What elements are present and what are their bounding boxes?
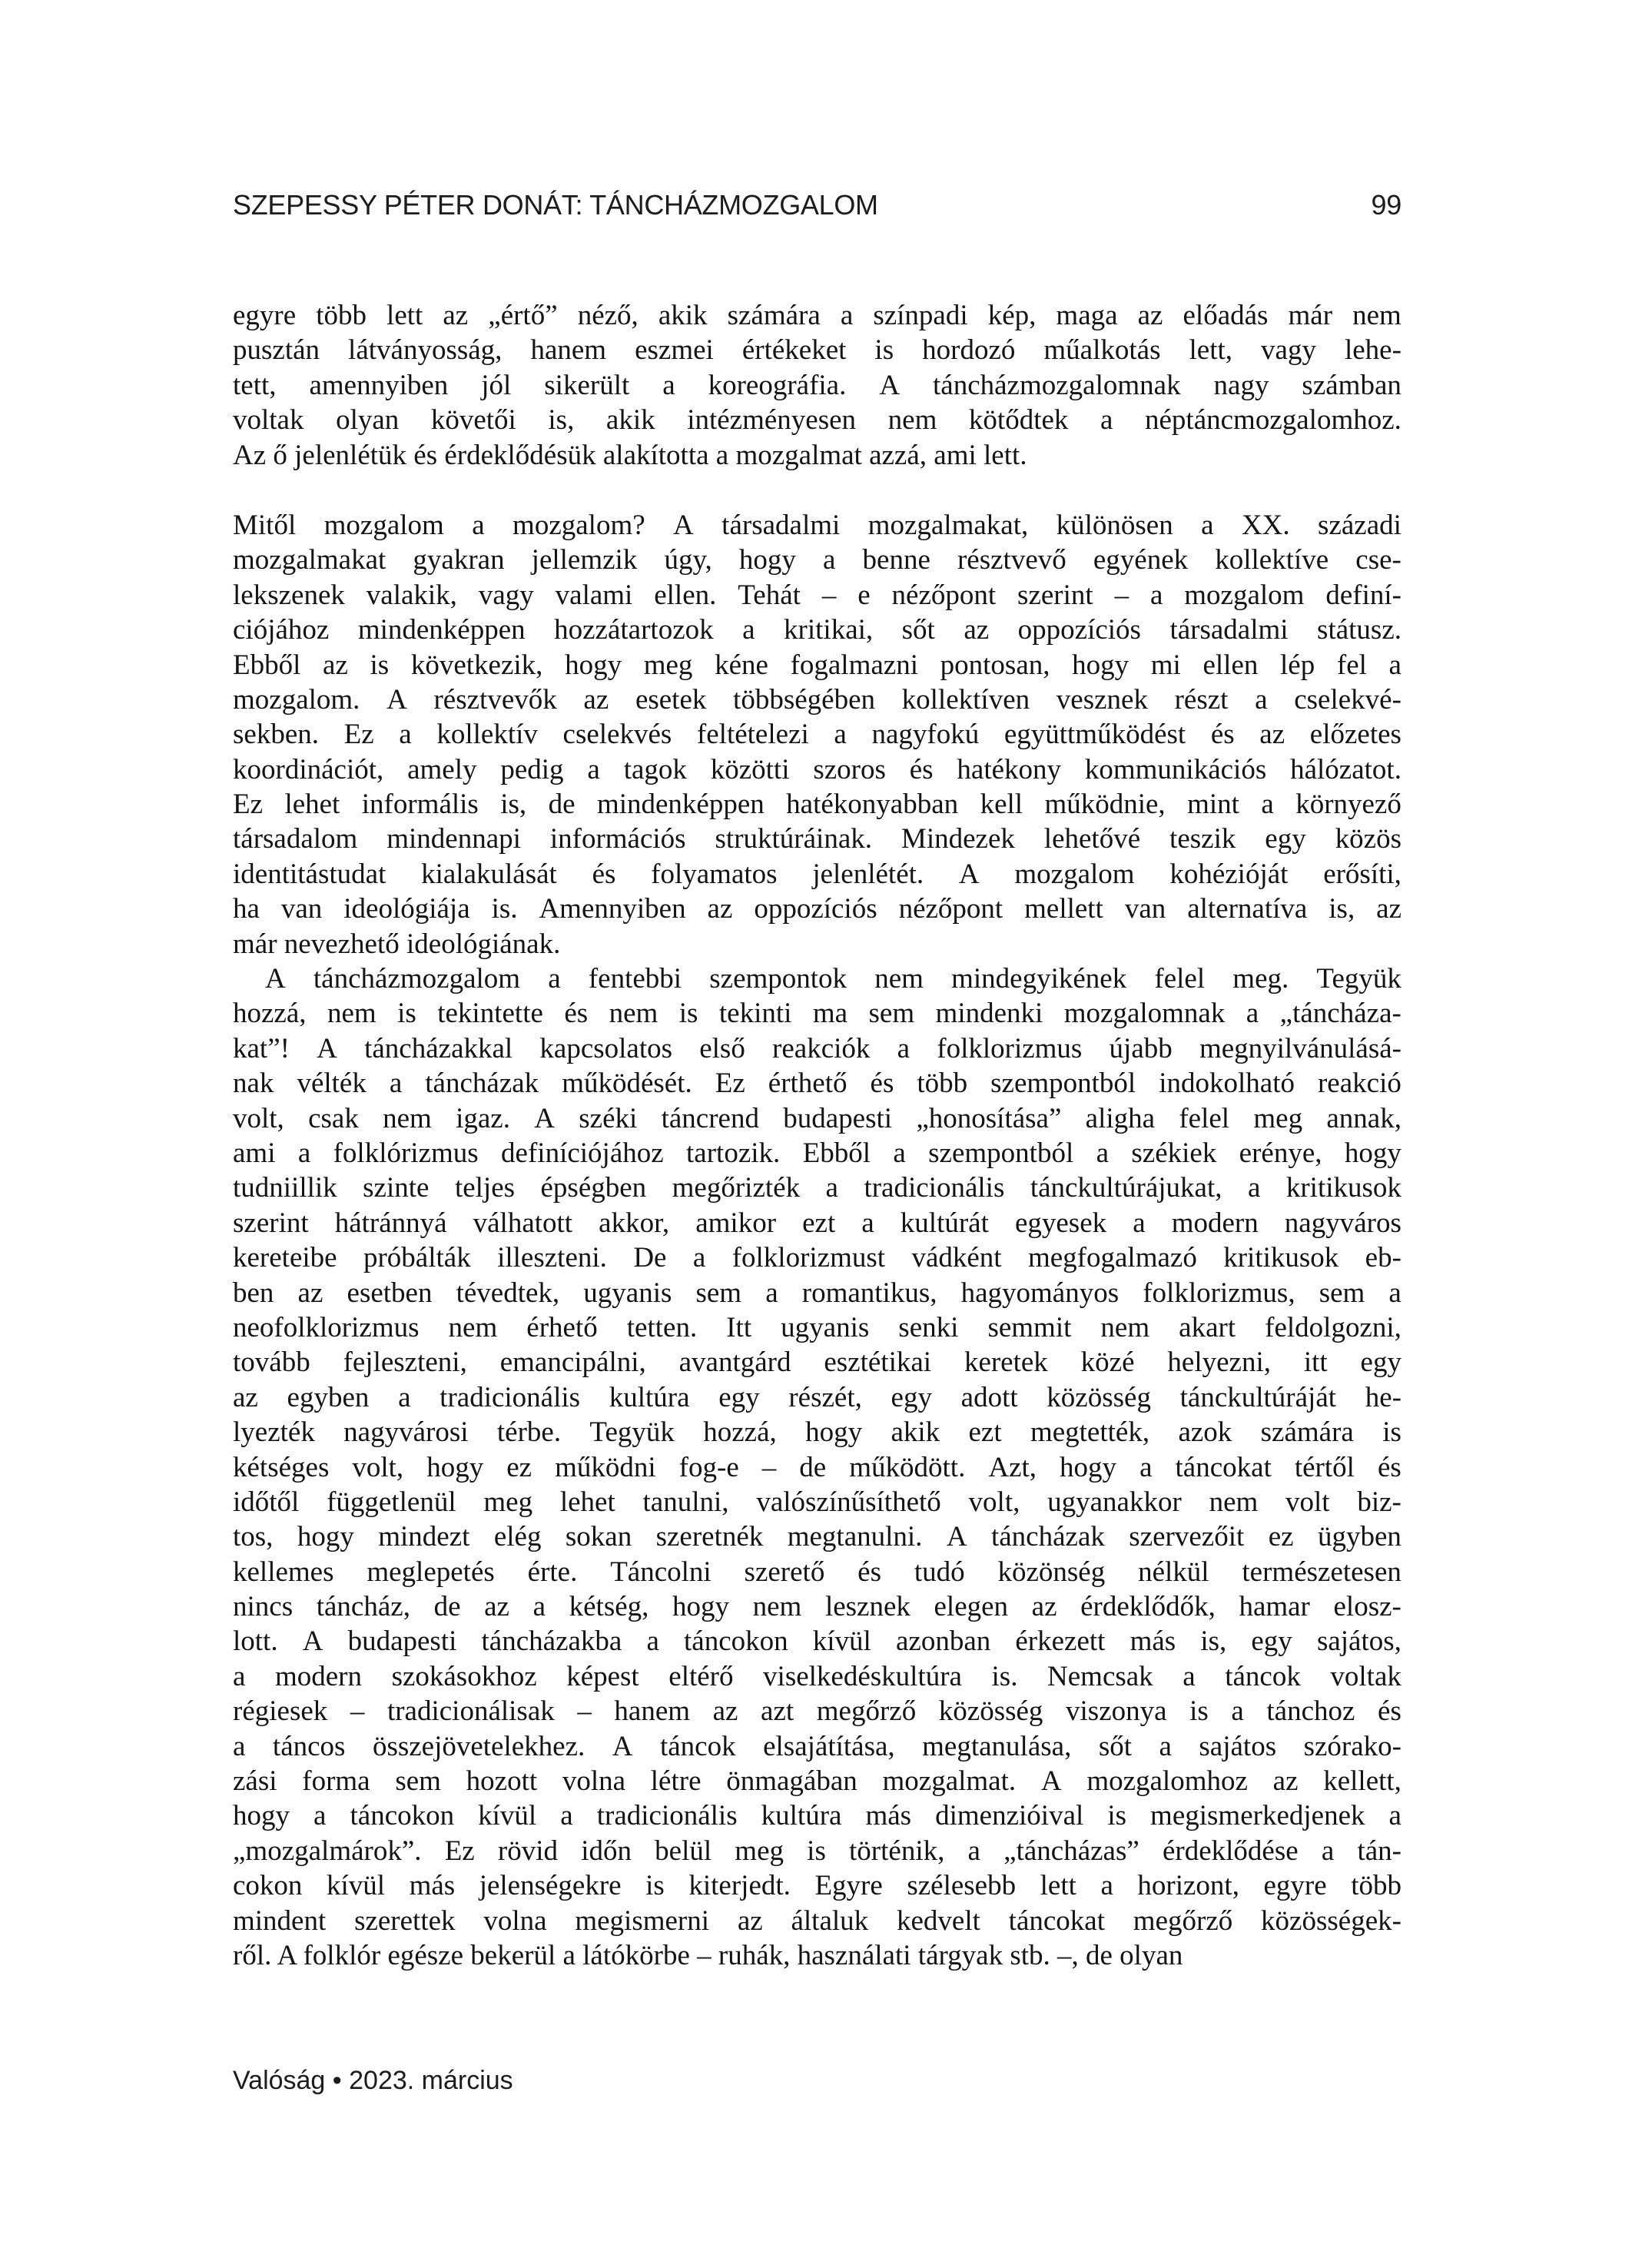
text-line: a modern szokásokhoz képest eltérő viselkedéskultúra is. Nemcsak a táncok voltak	[233, 1660, 1401, 1692]
text-line: régiesek – tradicionálisak – hanem az azt megőrző közösség viszonya is a tánchoz és	[233, 1695, 1401, 1728]
text-line: Mitől mozgalom a mozgalom? A társadalmi mozgalmakat, különösen a XX. századi	[233, 509, 1401, 541]
text-line: mindent szerettek volna megismerni az általuk kedvelt táncokat megőrző közösségek-	[233, 1904, 1401, 1937]
text-line: kat”! A táncházakkal kapcsolatos első reakciók a folklorizmus újabb megnyilvánulásá-	[233, 1032, 1401, 1064]
paragraph	[233, 298, 1401, 473]
text-line: kereteibe próbálták illeszteni. De a folklorizmust vádként megfogalmazó kritikusok eb-	[233, 1242, 1401, 1274]
text-line: hogy a táncokon kívül a tradicionális kultúra más dimenzióival is megismerkedjenek a	[233, 1800, 1401, 1832]
text-line: zási forma sem hozott volna létre önmagában mozgalmat. A mozgalomhoz az kellett,	[233, 1765, 1401, 1798]
paragraph	[233, 961, 1401, 1973]
text-line: tett, amennyiben jól sikerült a koreográfia. A táncházmozgalomnak nagy számban	[233, 369, 1401, 401]
text-line: szerint hátránnyá válhatott akkor, amikor ezt a kultúrát egyesek a modern nagyváros	[233, 1207, 1401, 1239]
text-line: az egyben a tradicionális kultúra egy részét, egy adott közösség tánckultúráját he-	[233, 1381, 1401, 1413]
body-text	[233, 298, 1401, 1973]
text-line: tudniillik szinte teljes épségben megőrizték a tradicionális tánckultúrájukat, a kritikusok	[233, 1172, 1401, 1204]
text-line: volt, csak nem igaz. A széki táncrend budapesti „honosítása” aligha felel meg annak,	[233, 1102, 1401, 1134]
text-line: neofolklorizmus nem érhető tetten. Itt ugyanis senki semmit nem akart feldolgozni,	[233, 1311, 1401, 1343]
text-line: időtől függetlenül meg lehet tanulni, valószínűsíthető volt, ugyanakkor nem volt biz-	[233, 1486, 1401, 1518]
footer-text: Valóság • 2023. március	[233, 2066, 513, 2095]
text-line: Az ő jelenlétük és érdeklődésük alakította a mozgalmat azzá, ami lett.	[233, 439, 1027, 471]
text-line: Ez lehet informális is, de mindenképpen hatékonyabban kell működnie, mint a környező	[233, 789, 1401, 821]
text-line: kétséges volt, hogy ez működni fog-e – de működött. Azt, hogy a táncokat tértől és	[233, 1451, 1401, 1483]
text-line: társadalom mindennapi információs struktúráinak. Mindezek lehetővé teszik egy közös	[233, 823, 1401, 855]
text-line: cokon kívül más jelenségekre is kiterjedt. Egyre szélesebb lett a horizont, egyre több	[233, 1870, 1401, 1902]
text-line: pusztán látványosság, hanem eszmei értékeket is hordozó műalkotás lett, vagy lehe-	[233, 334, 1401, 367]
text-line: ha van ideológiája is. Amennyiben az oppozíciós nézőpont mellett van alternatíva is, az	[233, 893, 1401, 925]
header-title: SZEPESSY PÉTER DONÁT: TÁNCHÁZMOZGALOM	[233, 189, 878, 221]
text-line: tovább fejleszteni, emancipálni, avantgárd esztétikai keretek közé helyezni, itt egy	[233, 1347, 1401, 1379]
text-line: kellemes meglepetés érte. Táncolni szerető és tudó közönség nélkül természetesen	[233, 1556, 1401, 1588]
text-line: identitástudat kialakulását és folyamatos jelenlétét. A mozgalom kohézióját erősíti,	[233, 858, 1401, 890]
text-line: koordinációt, amely pedig a tagok közötti szoros és hatékony kommunikációs hálózatot.	[233, 753, 1401, 785]
text-line: sekben. Ez a kollektív cselekvés feltételezi a nagyfokú együttműködést és az előzetes	[233, 719, 1401, 751]
running-footer	[233, 2066, 513, 2096]
text-line: tos, hogy mindezt elég sokan szeretnék megtanulni. A táncházak szervezőit ez ügyben	[233, 1521, 1401, 1553]
text-line: lekszenek valakik, vagy valami ellen. Tehát – e nézőpont szerint – a mozgalom definí-	[233, 579, 1401, 611]
text-line: mozgalmakat gyakran jellemzik úgy, hogy a benne résztvevő egyének kollektíve cse-	[233, 544, 1401, 576]
text-line: ciójához mindenképpen hozzátartozok a kritikai, sőt az oppozíciós társadalmi státusz.	[233, 614, 1401, 646]
text-line: „mozgalmárok”. Ez rövid időn belül meg is történik, a „táncházas” érdeklődése a tán-	[233, 1835, 1401, 1867]
text-line: ami a folklórizmus definíciójához tartozik. Ebből a szempontból a székiek erénye, hogy	[233, 1137, 1401, 1169]
text-line: a táncos összejövetelekhez. A táncok elsajátítása, megtanulása, sőt a sajátos szórako-	[233, 1730, 1401, 1762]
text-line: A táncházmozgalom a fentebbi szempontok nem mindegyikének felel meg. Tegyük	[265, 963, 1401, 995]
text-line: nincs táncház, de az a kétség, hogy nem lesznek elegen az érdeklődők, hamar elosz-	[233, 1591, 1401, 1623]
text-line: ben az esetben tévedtek, ugyanis sem a romantikus, hagyományos folklorizmus, sem a	[233, 1277, 1401, 1309]
text-line: már nevezhető ideológiának.	[233, 928, 561, 960]
text-line: egyre több lett az „értő” néző, akik számára a színpadi kép, maga az előadás már nem	[233, 300, 1401, 331]
text-line: ről. A folklór egésze bekerül a látókörbe – ruhák, használati tárgyak stb. –, de olyan	[233, 1939, 1183, 1971]
text-line: hozzá, nem is tekintette és nem is tekinti ma sem mindenki mozgalomnak a „táncháza-	[233, 998, 1401, 1030]
text-line: lott. A budapesti táncházakba a táncokon kívül azonban érkezett más is, egy sajátos,	[233, 1625, 1401, 1658]
text-line: mozgalom. A résztvevők az esetek többségében kollektíven vesznek részt a cselekvé-	[233, 683, 1401, 716]
text-line: voltak olyan követői is, akik intézményesen nem kötődtek a néptáncmozgalomhoz.	[233, 404, 1401, 437]
text-line: nak vélték a táncházak működését. Ez érthető és több szempontból indokolható reakció	[233, 1068, 1401, 1100]
text-line: Ebből az is következik, hogy meg kéne fogalmazni pontosan, hogy mi ellen lép fel a	[233, 649, 1401, 681]
paragraph	[233, 508, 1401, 961]
page-number: 99	[1371, 189, 1401, 221]
text-line: lyezték nagyvárosi térbe. Tegyük hozzá, hogy akik ezt megtették, azok számára is	[233, 1416, 1401, 1449]
running-header	[233, 189, 1401, 221]
